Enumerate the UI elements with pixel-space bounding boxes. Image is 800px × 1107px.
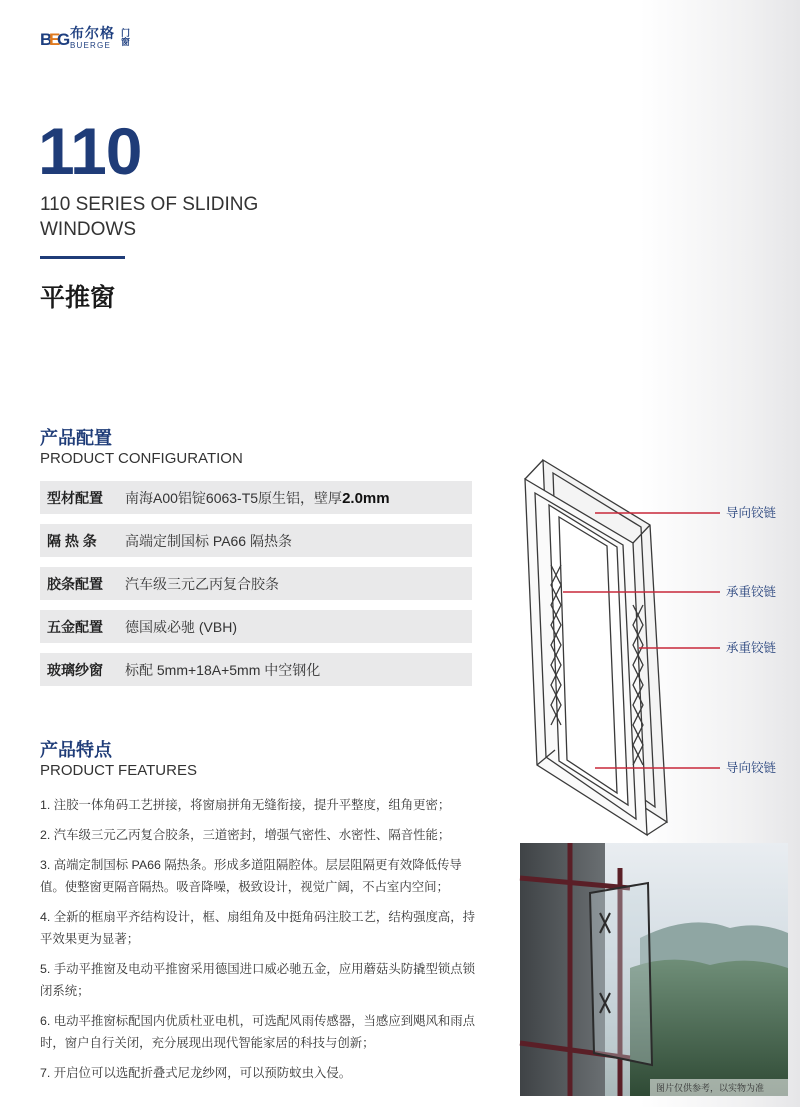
photo-caption: 图片仅供参考，以实物为准 (656, 1084, 765, 1094)
feature-item: 5. 手动平推窗及电动平推窗采用德国进口威必驰五金，应用蘑菇头防撬型锁点锁闭系统； (40, 962, 476, 998)
logo-cn-text: 布尔格 (70, 25, 115, 41)
hinge-label: 导向铰链 (726, 505, 777, 520)
config-label: 胶条配置 (47, 575, 103, 592)
config-value: 德国威必驰 (VBH) (125, 618, 237, 635)
brand-logo (40, 26, 131, 50)
logo-mark-icon (40, 26, 71, 50)
config-title-cn: 产品配置 (40, 428, 112, 448)
config-row (40, 481, 472, 514)
feature-item: 7. 开启位可以选配折叠式尼龙纱网，可以预防蚊虫入侵。 (40, 1066, 352, 1080)
feature-item: 4. 全新的框扇平齐结构设计，框、扇组角及中挺角码注胶工艺，结构强度高，持平效果更为显著； (40, 910, 476, 946)
window-hinge-diagram (515, 455, 800, 835)
config-value: 南海A00铝锭6063-T5原生铝，壁厚2.0mm (125, 489, 390, 507)
config-label: 五金配置 (47, 618, 103, 635)
logo-wordmark (70, 26, 115, 50)
title-divider (40, 256, 125, 259)
config-table (40, 481, 472, 696)
features-title-cn: 产品特点 (40, 740, 112, 760)
hinge-label: 承重铰链 (726, 584, 777, 599)
config-value: 高端定制国标 PA66 隔热条 (125, 532, 292, 549)
config-row (40, 524, 472, 557)
config-value: 汽车级三元乙丙复合胶条 (125, 575, 279, 592)
config-label: 玻璃纱窗 (47, 661, 103, 678)
feature-item: 6. 电动平推窗标配国内优质杜亚电机，可选配风雨传感器，当感应到飓风和雨点时，窗户自行关闭，充分展现出现代智能家居的科技与创新； (40, 1014, 476, 1050)
config-row (40, 610, 472, 643)
svg-text:B: B (40, 30, 53, 49)
config-row (40, 567, 472, 600)
features-list (40, 794, 476, 1092)
features-title-en: PRODUCT FEATURES (40, 762, 197, 779)
config-label: 隔 热 条 (47, 532, 97, 549)
feature-item: 3. 高端定制国标 PA66 隔热条。形成多道阻隔腔体。层层阻隔更有效降低传导值。使整窗更隔音隔热。吸音降噪，极致设计，视觉广阔，不占室内空间； (40, 858, 462, 894)
svg-text:G: G (57, 30, 71, 49)
config-value-bold: 2.0mm (342, 489, 390, 507)
svg-text:E: E (49, 30, 61, 49)
config-row (40, 653, 472, 686)
config-label: 型材配置 (47, 489, 103, 506)
logo-en-text: BUERGE (70, 41, 111, 50)
feature-item: 1. 注胶一体角码工艺拼接，将窗扇拼角无缝衔接，提升平整度，组角更密； (40, 798, 451, 812)
logo-tag-text: 门窗 (121, 28, 131, 47)
hinge-label: 导向铰链 (726, 760, 777, 775)
config-value: 标配 5mm+18A+5mm 中空钢化 (125, 661, 321, 678)
config-title-en: PRODUCT CONFIGURATION (40, 450, 243, 467)
window-photo (520, 843, 788, 1096)
feature-item: 2. 汽车级三元乙丙复合胶条，三道密封，增强气密性、水密性、隔音性能； (40, 828, 451, 842)
hinge-label: 承重铰链 (726, 640, 777, 655)
series-chinese-title: 平推窗 (40, 284, 116, 312)
series-english-title: 110 SERIES OF SLIDING WINDOWS (40, 194, 259, 240)
series-number: 110 (38, 114, 142, 188)
